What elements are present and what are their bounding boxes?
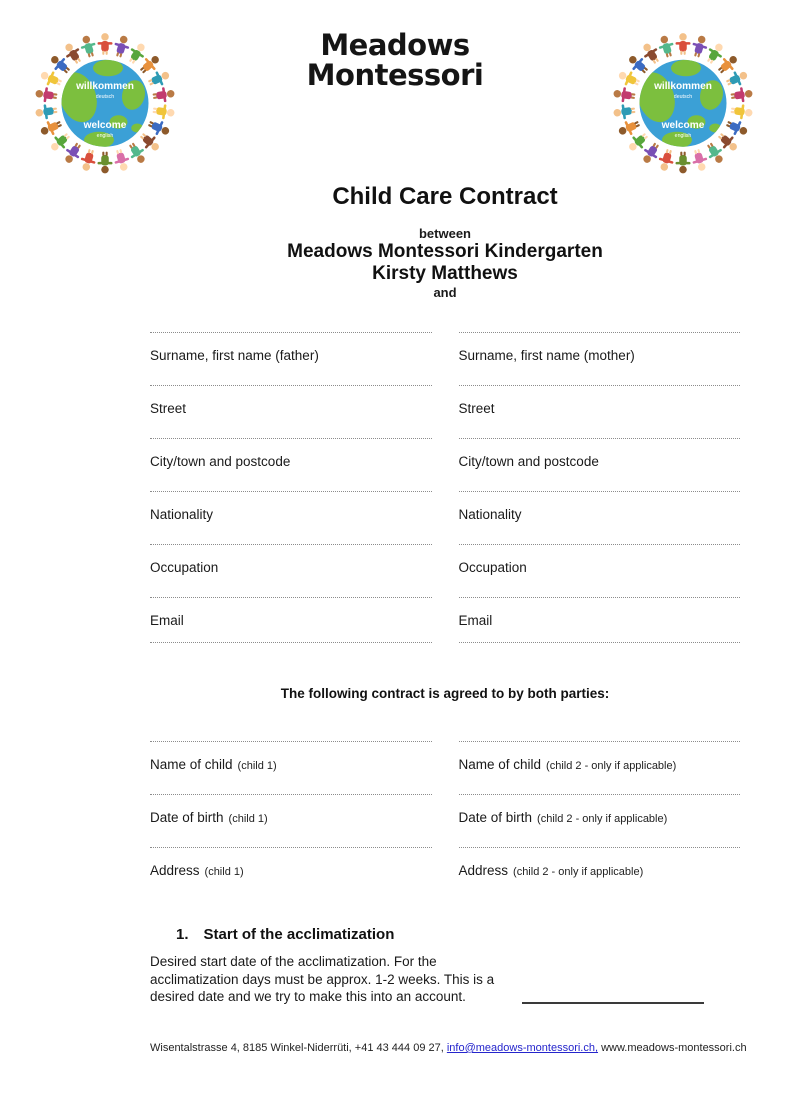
- parent-details-form: [150, 332, 740, 665]
- field-child2-dob: [459, 794, 741, 825]
- svg-text:english: english: [96, 133, 114, 139]
- field-label: City/town and postcode: [458, 454, 599, 469]
- field-label-suffix: (child 1): [228, 813, 268, 825]
- child-figure: [146, 117, 172, 140]
- fill-in-line: [150, 332, 432, 333]
- footer-address: Wisentalstrasse 4, 8185 Winkel-Niderrüti, +41 43 444 09 27,: [150, 1042, 447, 1054]
- fill-in-line: [459, 642, 741, 643]
- child-figure: [724, 117, 750, 140]
- fill-in-line: [459, 332, 741, 333]
- child-figure: [61, 40, 85, 66]
- child-details-form: [150, 741, 740, 900]
- field-label: Email: [458, 613, 493, 628]
- child-figure: [613, 103, 637, 121]
- field-child1-dob: [150, 794, 432, 825]
- field-occupation-mother: [459, 544, 741, 575]
- field-label-suffix: (child 2 - only if applicable): [546, 760, 677, 772]
- footer-website: www.meadows-montessori.ch: [598, 1042, 747, 1054]
- section-1-number: 1.: [176, 926, 189, 943]
- child-figure: [98, 33, 113, 55]
- child-figure: [111, 34, 132, 59]
- child-figure: [703, 140, 727, 166]
- svg-text:deutsch: deutsch: [673, 94, 693, 100]
- field-child2-address: [459, 847, 741, 878]
- child-figure: [61, 140, 85, 166]
- footer-email-link[interactable]: info@meadows-montessori.ch,: [446, 1042, 599, 1054]
- child-figure: [639, 40, 663, 66]
- fill-in-line: [459, 385, 741, 386]
- field-label: Surname, first name (father): [150, 348, 319, 363]
- field-label: Name of child (child 2 - only if applicable): [458, 757, 677, 772]
- kindergarten-logo-left: [30, 26, 180, 176]
- field-label: Date of birth (child 1): [150, 810, 268, 825]
- field-label-suffix: (child 2 - only if applicable): [537, 813, 668, 825]
- footer: [150, 1042, 747, 1054]
- field-label: Email: [150, 613, 184, 628]
- child-figure: [78, 148, 99, 173]
- child-figure: [111, 148, 132, 173]
- fill-in-line: [150, 847, 432, 848]
- field-label: Occupation: [458, 560, 527, 575]
- child-figure: [724, 67, 750, 90]
- section-1-title: Start of the acclimatization: [203, 926, 395, 943]
- fill-in-line: [150, 794, 432, 795]
- fill-in-line: [150, 741, 432, 742]
- child-figure: [689, 148, 710, 173]
- field-nationality-father: [150, 491, 432, 522]
- field-label-suffix: (child 2 - only if applicable): [513, 866, 644, 878]
- field-email-father: [150, 597, 432, 643]
- child-figure: [730, 103, 754, 121]
- fill-in-line: [150, 597, 432, 598]
- field-occupation-father: [150, 544, 432, 575]
- fill-in-line: [459, 847, 741, 848]
- fill-in-line: [459, 597, 741, 598]
- child-figure: [38, 67, 64, 90]
- document-body: [150, 183, 740, 1006]
- child-figure: [676, 33, 691, 55]
- section-1-row: [150, 953, 740, 1006]
- fill-in-line: [150, 642, 432, 643]
- between-label: between: [418, 226, 471, 241]
- svg-text:welcome: welcome: [661, 120, 705, 131]
- child-figure: [703, 40, 727, 66]
- field-label: Name of child (child 1): [150, 757, 277, 772]
- field-child1-name: [150, 741, 432, 772]
- field-child2-name: [459, 741, 741, 772]
- field-label: Address (child 2 - only if applicable): [458, 863, 644, 878]
- field-email-mother: [459, 597, 741, 643]
- field-label: City/town and postcode: [150, 454, 291, 469]
- field-surname-father: [150, 332, 432, 363]
- child-figure: [656, 148, 677, 173]
- child-figure: [152, 103, 176, 121]
- globe-children-logo: [30, 26, 180, 176]
- field-child1-address: [150, 847, 432, 878]
- child-figure: [146, 67, 172, 90]
- child-figure: [35, 86, 59, 104]
- fill-in-line: [150, 385, 432, 386]
- fill-in-line: [150, 491, 432, 492]
- field-label: Address (child 1): [150, 863, 244, 878]
- field-label: Occupation: [150, 560, 219, 575]
- globe-children-logo: [608, 26, 758, 176]
- child-figure: [152, 86, 176, 104]
- field-label: Surname, first name (mother): [458, 348, 635, 363]
- field-city-postcode-father: [150, 438, 432, 469]
- svg-text:welcome: welcome: [83, 120, 127, 131]
- svg-text:willkommen: willkommen: [76, 81, 134, 92]
- child-figure: [639, 140, 663, 166]
- section-1-body: Desired start date of the acclimatization. For the acclimatization days must be approx. 1-2 weeks. This is a desired date and we try to make this into an account.: [150, 954, 495, 1004]
- child-figure: [656, 34, 677, 59]
- party-person: Kirsty Matthews: [372, 263, 518, 284]
- field-city-postcode-mother: [459, 438, 741, 469]
- fill-in-line: [459, 794, 741, 795]
- child-figure: [676, 152, 691, 174]
- child-figure: [613, 86, 637, 104]
- field-label: Street: [458, 401, 495, 416]
- and-label: and: [433, 285, 457, 300]
- child-figure: [98, 152, 113, 174]
- field-street-father: [150, 385, 432, 416]
- svg-text:willkommen: willkommen: [654, 81, 712, 92]
- field-label: Nationality: [150, 507, 214, 522]
- fill-in-line: [459, 741, 741, 742]
- svg-text:deutsch: deutsch: [95, 94, 115, 100]
- field-surname-mother: [459, 332, 741, 363]
- field-label-suffix: (child 1): [204, 866, 244, 878]
- child-figure: [616, 67, 642, 90]
- party-kindergarten: Meadows Montessori Kindergarten: [287, 241, 603, 262]
- brand-line-1: Meadows: [320, 28, 470, 62]
- start-date-fill-in-line: [522, 1002, 704, 1004]
- svg-text:english: english: [674, 133, 692, 139]
- child-figure: [730, 86, 754, 104]
- fill-in-line: [150, 544, 432, 545]
- fill-in-line: [459, 544, 741, 545]
- child-figure: [35, 103, 59, 121]
- field-label: Nationality: [458, 507, 522, 522]
- child-figure: [616, 117, 642, 140]
- section-1-heading: [176, 926, 740, 943]
- child-figure: [125, 40, 149, 66]
- kindergarten-logo-right: [608, 26, 758, 176]
- child-figure: [125, 140, 149, 166]
- fill-in-line: [150, 438, 432, 439]
- field-street-mother: [459, 385, 741, 416]
- agreement-statement: The following contract is agreed to by both parties:: [280, 686, 610, 701]
- field-label: Street: [150, 401, 187, 416]
- brand-line-2: Montessori: [306, 58, 484, 92]
- page-title: Child Care Contract: [332, 183, 558, 210]
- fill-in-line: [459, 438, 741, 439]
- field-label: Date of birth (child 2 - only if applicable): [458, 810, 668, 825]
- child-figure: [38, 117, 64, 140]
- child-figure: [78, 34, 99, 59]
- field-label-suffix: (child 1): [237, 760, 277, 772]
- field-nationality-mother: [459, 491, 741, 522]
- fill-in-line: [459, 491, 741, 492]
- child-figure: [689, 34, 710, 59]
